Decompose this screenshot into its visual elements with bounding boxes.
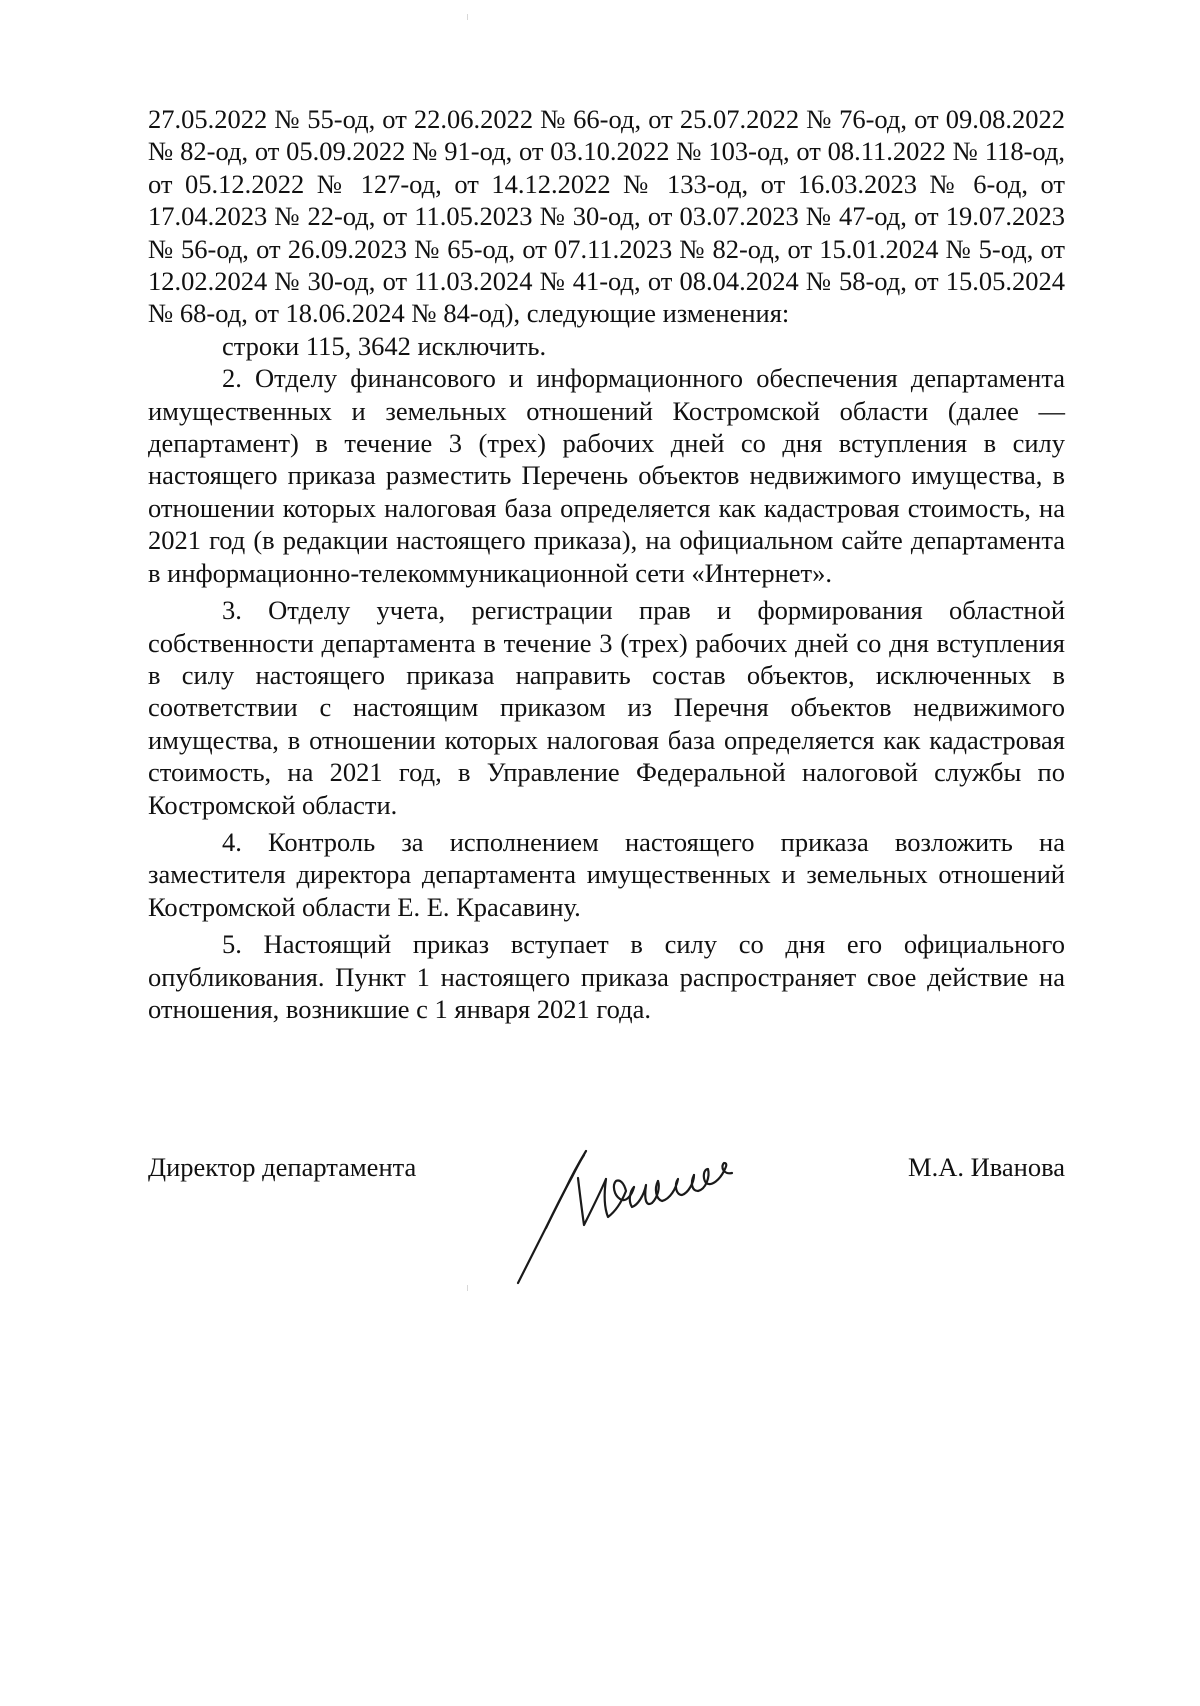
signature-block [148, 1143, 1065, 1303]
item-2-paragraph: 2. Отделу финансового и информационного обеспечения департамента имущественных и земельных отношений Костромской области (далее — департамент) в течение 3 (трех) рабочих дней со дня вступления в силу настоящего приказа разместить Перечень объектов недвижимого имущества, в отношении которых налоговая база определяется как кадастровая стоимость, на 2021 год (в редакции настоящего приказа), на официальном сайте департамента в информационно-телекоммуникационной сети «Интернет». [148, 363, 1065, 588]
amendment-list-paragraph: 27.05.2022 № 55-од, от 22.06.2022 № 66-од, от 25.07.2022 № 76-од, от 09.08.2022 № 82-од, от 05.09.2022 № 91-од, от 03.10.2022 № 103-од, от 08.11.2022 № 118-од, от 05.12.2022 № 127-од, от 14.12.2022 № 133-од, от 16.03.2023 № 6-од, от 17.04.2023 № 22-од, от 11.05.2023 № 30-од, от 03.07.2023 № 47-од, от 19.07.2023 № 56-од, от 26.09.2023 № 65-од, от 07.11.2023 № 82-од, от 15.01.2024 № 5-од, от 12.02.2024 № 30-од, от 11.03.2024 № 41-од, от 08.04.2024 № 58-од, от 15.05.2024 № 68-од, от 18.06.2024 № 84-од), следующие изменения: [148, 104, 1065, 329]
signer-name: М.А. Иванова [908, 1152, 1065, 1182]
item-3-paragraph: 3. Отделу учета, регистрации прав и формирования областной собственности департамента в течение 3 (трех) рабочих дней со дня вступления в силу настоящего приказа направить состав объектов, исключенных в соответствии с настоящим приказом из Перечня объектов недвижимого имущества, в отношении которых налоговая база определяется как кадастровая стоимость, на 2021 год, в Управление Федеральной налоговой службы по Костромской области. [148, 595, 1065, 820]
item-5-paragraph: 5. Настоящий приказ вступает в силу со дня его официального опубликования. Пункт 1 настоящего приказа распространяет свое действие на отношения, возникшие с 1 января 2021 года. [148, 929, 1065, 1024]
document-body [148, 103, 1065, 1025]
strike-lines-paragraph: строки 115, 3642 исключить. [222, 330, 547, 361]
scan-artifact-top [467, 14, 468, 20]
item-4-paragraph: 4. Контроль за исполнением настоящего приказа возложить на заместителя директора департамента имущественных и земельных отношений Костромской области Е. Е. Красавину. [148, 826, 1065, 922]
signer-position: Директор департамента [148, 1152, 417, 1182]
handwritten-signature [488, 1133, 768, 1293]
